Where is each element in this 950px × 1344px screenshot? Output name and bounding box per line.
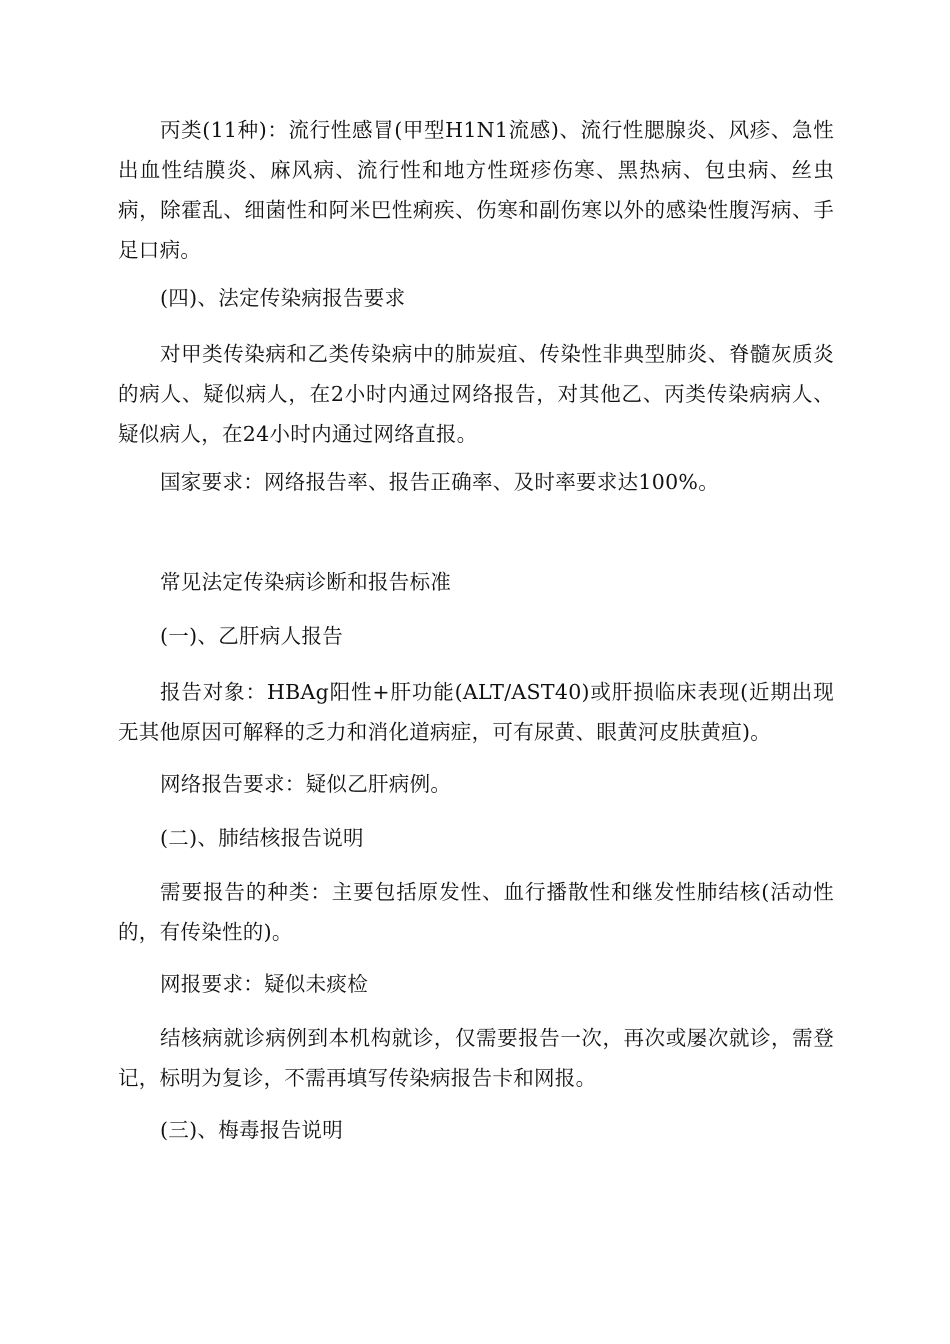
paragraph-tuberculosis-types: 需要报告的种类：主要包括原发性、血行播散性和继发性肺结核(活动性的，有传染性的)。 — [118, 880, 834, 944]
paragraph-national-requirements: 国家要求：网络报告率、报告正确率、及时率要求达100%。 — [160, 470, 720, 494]
subheading-reporting-requirements: (四)、法定传染病报告要求 — [160, 286, 406, 310]
subheading-hepatitis-b: (一)、乙肝病人报告 — [160, 624, 343, 648]
paragraph-hepatitis-b-network: 网络报告要求：疑似乙肝病例。 — [160, 772, 452, 796]
paragraph-hepatitis-b-criteria: 报告对象：HBAg阳性+肝功能(ALT/AST40)或肝损临床表现(近期出现无其他原因可解释的乏力和消化道病症，可有尿黄、眼黄河皮肤黄疸)。 — [118, 680, 834, 744]
paragraph-tuberculosis-network: 网报要求：疑似未痰检 — [160, 972, 368, 996]
paragraph-diagnosis-standards: 常见法定传染病诊断和报告标准 — [160, 570, 452, 594]
paragraph-tuberculosis-repeat-visits: 结核病就诊病例到本机构就诊，仅需要报告一次，再次或屡次就诊，需登记，标明为复诊，不需再填写传染病报告卡和网报。 — [118, 1026, 834, 1090]
subheading-syphilis: (三)、梅毒报告说明 — [160, 1118, 343, 1142]
paragraph-class-c-diseases: 丙类(11种)：流行性感冒(甲型H1N1流感)、流行性腮腺炎、风疹、急性出血性结膜炎、麻风病、流行性和地方性斑疹伤寒、黑热病、包虫病、丝虫病，除霍乱、细菌性和阿米巴性痢疾、伤寒和副伤寒以外的感染性腹泻病、手足口病。 — [118, 118, 834, 262]
subheading-tuberculosis: (二)、肺结核报告说明 — [160, 826, 364, 850]
paragraph-reporting-timelines: 对甲类传染病和乙类传染病中的肺炭疽、传染性非典型肺炎、脊髓灰质炎的病人、疑似病人，在2小时内通过网络报告，对其他乙、丙类传染病病人、疑似病人，在24小时内通过网络直报。 — [118, 342, 834, 446]
